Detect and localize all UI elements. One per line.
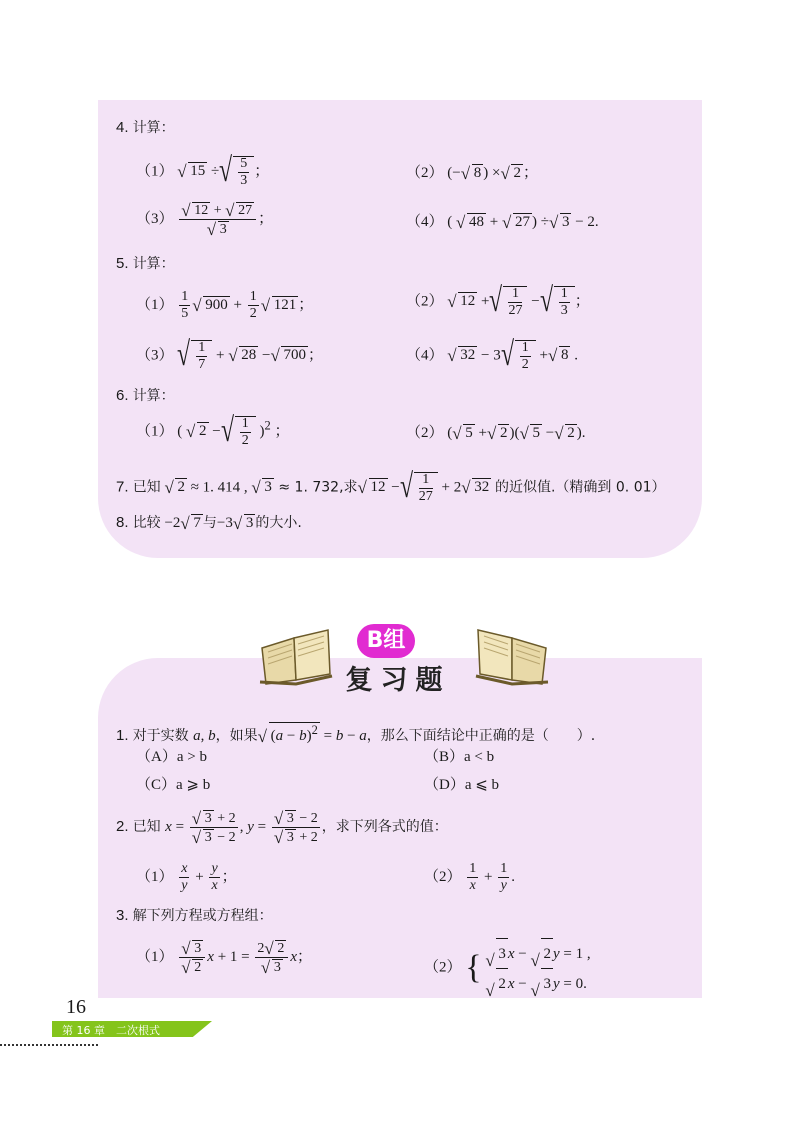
group-b-badge: B组 [357, 624, 415, 658]
q4-part-3: （3） √ 12 + √ 27 √ 3 ； [136, 201, 274, 239]
question-text: 计算： [132, 120, 175, 136]
q7-text: 已知 [132, 479, 161, 496]
option-a: （A）a > b [136, 749, 207, 765]
question-6 [116, 388, 175, 404]
q1-text: ，如果 [215, 728, 258, 744]
q2-text: 已知 [132, 818, 166, 835]
part-label: （1） [136, 163, 174, 180]
part-label: （2） [406, 293, 444, 310]
q4-part-4: （4） ( √ 48 + √ 27 ) ÷ √ 3 − 2. [406, 213, 599, 232]
dotted-divider [0, 1044, 98, 1046]
question-number: 6. [116, 387, 133, 404]
question-number: 5. [116, 255, 133, 272]
b-q3-part-2: （2） { √ 3 x − √ 2 y = 1 , √ 2 x − √ 3 y = 0. [424, 938, 591, 998]
question-number: 8. [116, 514, 133, 531]
option-d: （D）a ⩽ b [424, 777, 500, 793]
open-book-icon [474, 626, 550, 686]
q1-text: ，那么下面结论中正确的是（ ）. [366, 728, 596, 744]
part-label: （2） [424, 959, 462, 976]
sqrt-frac-expr: √ $\frac{5}{3}$ [219, 156, 254, 188]
question-text: 解下列方程或方程组： [132, 908, 273, 924]
page-number: 16 [66, 996, 86, 1018]
question-5 [116, 256, 175, 272]
q7-text: ≈ 1. 732,求 [273, 479, 358, 496]
b-question-2: 2. 已知 x = √ 3 + 2 √ 3 − 2 , y = √ 3 − 2 √ 3 + 2 ，求下列各式的值： [116, 809, 448, 847]
q5-part-3: （3） √ $\frac{1}{7}$ + √ 28 − √ 700 ； [136, 336, 323, 373]
part-label: （2） [424, 868, 462, 885]
question-8: 8. 比较 −2 √ 7 与−3 √ 3 的大小. [116, 514, 302, 533]
question-number: 1. [116, 727, 133, 744]
part-label: （2） [406, 165, 444, 181]
b-question-3 [116, 908, 273, 924]
question-number: 2. [116, 817, 133, 835]
b-q3-part-1: （1） √ 3 √ 2 x + 1 = 2 √ 2 √ 3 x； [136, 939, 313, 977]
q6-part-2: （2） ( √ 5 + √ 2 )( √ 5 − √ 2 ). [406, 424, 586, 443]
part-label: （3） [136, 210, 174, 227]
question-text: 计算： [132, 388, 175, 404]
question-number: 7. [116, 478, 133, 496]
q6-part-1: （1） ( √ 2 − √ $\frac{1}{2}$ )$^2$ ； [136, 412, 290, 449]
q5-part-2: （2） √ 12 + √ $\frac{1}{27}$ − √ $\frac{1}{3}$ ； [406, 282, 590, 319]
q4-part-1: （1） √ 15 ÷ √ $\frac{5}{3}$ ； [136, 152, 270, 189]
q8-text: 与 [202, 515, 217, 531]
b-q2-part-2: （2） $\frac{1}{x}$ + $\frac{1}{y}$ . [424, 861, 515, 893]
sqrt-expr: √ 15 [177, 162, 206, 182]
part-label: （2） [406, 425, 444, 441]
section-title: 复习题 [345, 665, 451, 696]
question-number: 3. [116, 907, 133, 924]
part-label: （1） [136, 868, 174, 885]
option-c: （C）a ⩾ b [136, 777, 211, 793]
q5-part-1: （1） $\frac{1}{5}$ √ 900 + $\frac{1}{2}$ √ 121 ； [136, 289, 314, 321]
q4-part-2: （2） (− √ 8 ) × √ 2 ； [406, 164, 538, 183]
question-4 [116, 120, 175, 136]
q8-text: 的大小. [255, 515, 302, 531]
q7-text: ≈ 1. 414 , [186, 479, 252, 496]
part-label: （3） [136, 347, 174, 364]
option-b: （B）a < b [424, 749, 495, 765]
question-number: 4. [116, 119, 133, 136]
part-label: （1） [136, 423, 174, 440]
open-book-icon [258, 626, 334, 686]
b-q2-part-1: （1） $\frac{x}{y}$ + $\frac{y}{x}$ ； [136, 861, 237, 893]
q8-text: 比较 [132, 515, 161, 531]
question-7: 7. 已知 √ 2 ≈ 1. 414 , √ 3 ≈ 1. 732,求 √ 12 − √ $\frac{1}{27}$ + 2 √ 32 的近似值.（精确到 0. 01） [116, 468, 666, 505]
question-text: 计算： [132, 256, 175, 272]
chapter-label: 第 16 章 二次根式 [62, 1024, 160, 1037]
q7-text: 的近似值.（精确到 0. 01） [494, 479, 666, 496]
part-label: （4） [406, 347, 444, 364]
b-question-1: 1. 对于实数 a, b，如果 √ $(a - b)^2 = b - a$，那么下面结论中正确的是（ ）. [116, 723, 596, 746]
q2-text: ，求下列各式的值： [321, 818, 448, 835]
q1-text: 对于实数 [132, 728, 194, 744]
part-label: （1） [136, 948, 174, 965]
part-label: （1） [136, 296, 174, 313]
q5-part-4: （4） √ 32 − 3 √ $\frac{1}{2}$ + √ 8 . [406, 336, 578, 373]
part-label: （4） [406, 214, 444, 230]
